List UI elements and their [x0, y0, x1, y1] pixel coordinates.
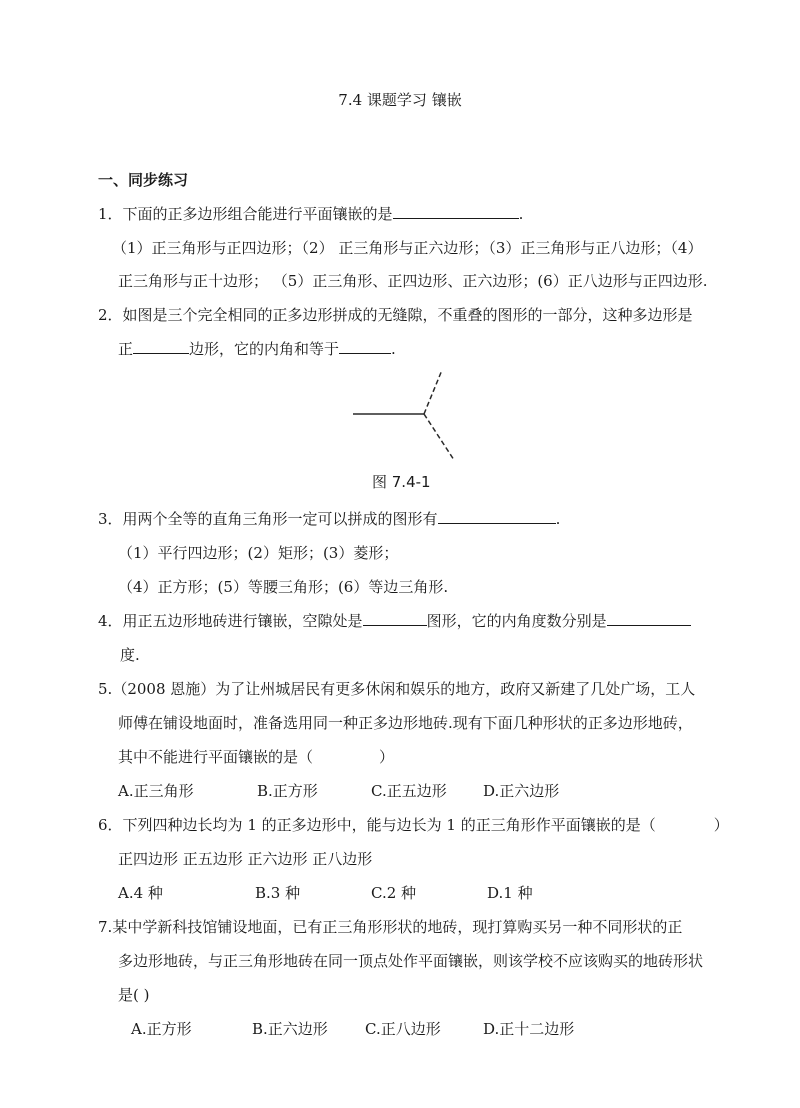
question-7-choice-d[interactable]: D.正十二边形 — [483, 1020, 575, 1038]
page-title: 7.4 课题学习 镶嵌 — [338, 91, 462, 109]
question-number: 3． — [98, 510, 123, 528]
question-6-choice-b[interactable]: B.3 种 — [255, 884, 301, 902]
question-7-choice-b[interactable]: B.正六边形 — [252, 1020, 328, 1038]
question-6-choice-d[interactable]: D.1 种 — [487, 884, 533, 902]
question-4-unit: 度. — [120, 646, 140, 664]
question-5-line-1: 5.（2008 恩施）为了让州城居民有更多休闲和娱乐的地方，政府又新建了几处广场，工人 — [98, 680, 696, 698]
question-7-choice-a[interactable]: A.正方形 — [131, 1020, 192, 1038]
question-number: 5. — [98, 680, 113, 698]
answer-blank[interactable] — [363, 611, 427, 626]
question-2-stem: 2．如图是三个完全相同的正多边形拼成的无缝隙，不重叠的图形的一部分，这种多边形是 — [98, 306, 693, 324]
question-1-options-line-2: 正三角形与正十边形； （5）正三角形、正四边形、正六边形；(6）正八边形与正四边形. — [118, 272, 708, 290]
question-5-choice-d[interactable]: D.正六边形 — [483, 782, 560, 800]
figure-caption: 图 7.4-1 — [372, 473, 431, 491]
question-6-choice-c[interactable]: C.2 种 — [371, 884, 417, 902]
question-7-line-1: 7.某中学新科技馆铺设地面，已有正三角形形状的地砖，现打算购买另一种不同形状的正 — [98, 918, 683, 936]
question-4-stem: 4．用正五边形地砖进行镶嵌，空隙处是 图形，它的内角度数分别是 — [98, 611, 691, 631]
question-number: 6． — [98, 816, 123, 834]
question-2-blanks-line: 正 边形，它的内角和等于 . — [118, 340, 396, 358]
question-number: 1． — [98, 205, 123, 223]
question-3-options-line-2: （4）正方形；(5）等腰三角形；(6）等边三角形. — [118, 578, 449, 596]
question-5-choice-a[interactable]: A.正三角形 — [118, 782, 194, 800]
section-heading: 一、同步练习 — [98, 171, 189, 189]
question-6-shapes: 正四边形 正五边形 正六边形 正八边形 — [118, 850, 373, 868]
question-number: 2． — [98, 306, 123, 324]
question-5-line-3: 其中不能进行平面镶嵌的是（ ） — [118, 748, 395, 766]
question-6-choice-a[interactable]: A.4 种 — [118, 884, 163, 902]
question-1-options-line-1: （1）正三角形与正四边形；（2） 正三角形与正六边形；（3）正三角形与正八边形；（4） — [112, 239, 703, 257]
question-6-stem: 6．下列四种边长均为 1 的正多边形中，能与边长为 1 的正三角形作平面镶嵌的是（ ） — [98, 816, 729, 834]
answer-blank[interactable] — [438, 509, 556, 524]
question-7-line-3: 是( ) — [118, 986, 150, 1004]
question-number: 7. — [98, 918, 113, 936]
question-7-choice-c[interactable]: C.正八边形 — [365, 1020, 441, 1038]
question-7-line-2: 多边形地砖，与正三角形地砖在同一顶点处作平面镶嵌，则该学校不应该购买的地砖形状 — [118, 952, 704, 970]
question-number: 4． — [98, 612, 123, 630]
figure-dashed-edge-upper — [424, 370, 442, 414]
figure-dashed-edge-lower — [424, 414, 454, 460]
answer-blank[interactable] — [607, 611, 691, 626]
question-3-stem: 3．用两个全等的直角三角形一定可以拼成的图形有 . — [98, 510, 561, 528]
question-1-stem: 1．下面的正多边形组合能进行平面镶嵌的是 . — [98, 205, 524, 223]
question-5-line-2: 师傅在铺设地面时，准备选用同一种正多边形地砖.现有下面几种形状的正多边形地砖， — [118, 714, 693, 732]
question-5-choice-c[interactable]: C.正五边形 — [371, 782, 447, 800]
question-3-options-line-1: （1）平行四边形；(2）矩形；(3）菱形； — [118, 544, 399, 562]
question-5-choice-b[interactable]: B.正方形 — [257, 782, 318, 800]
